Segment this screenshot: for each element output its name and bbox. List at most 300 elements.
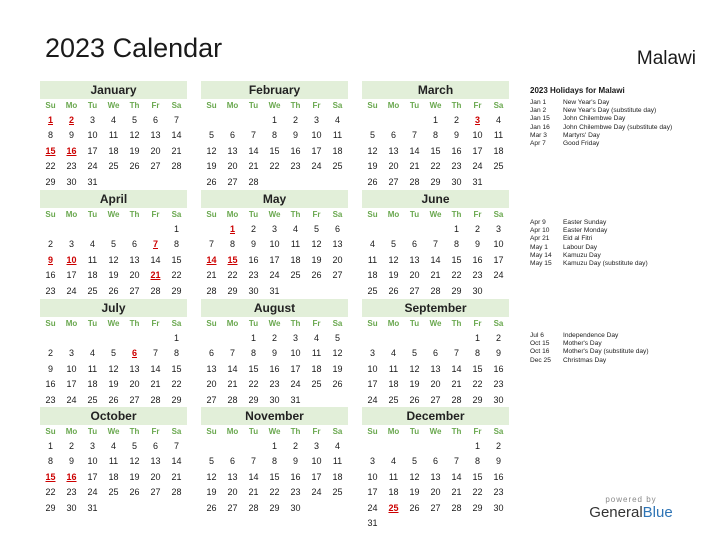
empty-cell [124, 222, 145, 237]
holiday-name: New Year's Day [563, 99, 610, 106]
day-cell: 26 [367, 176, 378, 187]
day-cell: 27 [129, 285, 140, 296]
empty-cell [425, 222, 446, 237]
day-cell: 6 [432, 456, 438, 467]
weekday-label: Su [206, 101, 217, 110]
weekday-label: Fr [312, 319, 321, 328]
day-cell: 2 [292, 441, 298, 451]
day-cell: 2 [495, 333, 501, 343]
month-september [362, 299, 509, 408]
empty-cell [404, 113, 425, 128]
day-cell: 14 [409, 145, 420, 156]
holiday-date: Jan 1 [530, 99, 547, 106]
day-cell: 15 [171, 363, 182, 374]
day-cell: 28 [206, 285, 217, 296]
weekday-label: Sa [332, 319, 343, 328]
day-cell: 3 [369, 456, 375, 467]
holiday-name: Easter Sunday [563, 219, 607, 226]
day-cell: 13 [206, 363, 217, 374]
day-cell: 18 [87, 379, 98, 390]
day-cell: 9 [68, 130, 74, 141]
day-cell: 23 [451, 161, 462, 172]
day-cell: 5 [369, 130, 375, 141]
weekday-label: Th [290, 427, 301, 436]
weekday-label: Mo [226, 210, 239, 219]
month-grid [40, 99, 187, 190]
day-cell: 5 [411, 456, 417, 467]
day-cell: 6 [411, 239, 417, 250]
day-cell: 26 [129, 487, 140, 498]
weekday-label: Mo [387, 101, 400, 110]
day-cell: 27 [430, 394, 441, 405]
month-header: June [362, 190, 509, 208]
day-cell: 20 [430, 487, 441, 498]
weekday-label: Tu [409, 319, 420, 328]
weekday-label: We [268, 319, 281, 328]
brand-name [588, 504, 674, 521]
day-cell: 23 [472, 270, 483, 281]
day-cell: 3 [89, 441, 95, 451]
day-cell: 13 [227, 471, 238, 482]
day-cell: 3 [313, 441, 319, 451]
day-cell: 12 [206, 145, 217, 156]
day-cell: 17 [290, 363, 301, 374]
day-cell: 11 [311, 348, 322, 359]
empty-cell [425, 439, 446, 454]
day-cell: 5 [334, 333, 340, 343]
holiday-date: Apr 10 [530, 227, 550, 235]
day-cell: 30 [269, 394, 280, 405]
day-cell: 11 [388, 471, 399, 482]
empty-cell [383, 113, 404, 128]
day-cell: 1 [47, 441, 53, 451]
month-december [362, 407, 509, 531]
day-cell: 27 [227, 502, 238, 513]
day-cell: 4 [390, 348, 396, 359]
weekday-label: We [107, 319, 120, 328]
day-cell: 17 [66, 270, 77, 281]
day-cell: 11 [87, 254, 98, 265]
day-cell: 19 [311, 254, 322, 265]
day-cell: 3 [313, 115, 319, 125]
day-cell: 8 [474, 456, 480, 467]
day-cell: 7 [250, 130, 256, 141]
weekday-label: Tu [87, 427, 98, 436]
day-cell: 29 [430, 176, 441, 187]
day-cell: 19 [108, 379, 119, 390]
day-cell: 16 [451, 145, 462, 156]
day-cell: 12 [129, 130, 140, 141]
day-cell: 14 [248, 145, 259, 156]
brand-name-general: General [589, 504, 643, 521]
day-cell: 13 [227, 145, 238, 156]
holiday-name: Eid al Fitri [563, 235, 593, 243]
day-cell: 14 [451, 363, 462, 374]
day-cell: 29 [248, 394, 259, 405]
day-cell: 31 [367, 517, 378, 528]
day-cell: 5 [131, 115, 137, 125]
day-cell: 30 [248, 285, 259, 296]
holiday-name: Martyrs' Day [563, 131, 600, 139]
day-cell: 12 [409, 471, 420, 482]
brand-name-blue: Blue [642, 504, 673, 521]
empty-cell [201, 222, 222, 237]
empty-cell [145, 331, 166, 346]
day-cell: 10 [311, 456, 322, 467]
day-cell: 19 [206, 487, 217, 498]
day-cell: 30 [290, 502, 301, 513]
weekday-label: Fr [151, 101, 160, 110]
day-cell: 24 [311, 487, 322, 498]
holiday-list [530, 332, 705, 365]
day-cell: 24 [269, 270, 280, 281]
day-cell: 17 [87, 145, 98, 156]
day-cell: 14 [227, 363, 238, 374]
day-cell: 25 [108, 161, 119, 172]
weekday-label: Tu [87, 210, 98, 219]
day-cell: 4 [292, 224, 298, 234]
weekday-label: Mo [387, 319, 400, 328]
day-cell: 30 [493, 394, 504, 405]
day-cell: 3 [68, 239, 74, 250]
day-cell: 20 [332, 254, 343, 265]
day-cell: 4 [110, 441, 116, 451]
day-cell: 7 [173, 115, 179, 125]
day-cell: 9 [271, 348, 277, 359]
month-grid [201, 99, 348, 190]
day-cell: 21 [171, 471, 182, 482]
weekday-label: Mo [226, 319, 239, 328]
day-cell: 30 [66, 502, 77, 513]
weekday-label: Tu [87, 319, 98, 328]
day-cell: 5 [110, 239, 116, 250]
day-cell: 2 [474, 224, 480, 234]
day-cell: 3 [68, 348, 74, 359]
day-cell: 23 [290, 487, 301, 498]
day-cell: 15 [451, 254, 462, 265]
day-cell: 3 [369, 348, 375, 359]
empty-cell [383, 331, 404, 346]
empty-cell [103, 222, 124, 237]
weekday-label: Sa [332, 427, 343, 436]
holiday-day-cell: 15 [227, 254, 238, 265]
day-cell: 18 [87, 270, 98, 281]
day-cell: 16 [248, 254, 259, 265]
day-cell: 16 [493, 471, 504, 482]
day-cell: 2 [68, 441, 74, 451]
day-cell: 15 [269, 145, 280, 156]
day-cell: 24 [66, 394, 77, 405]
day-cell: 27 [332, 270, 343, 281]
holiday-day-cell: 16 [66, 471, 77, 482]
weekday-label: Tu [409, 427, 420, 436]
weekday-label: Tu [409, 101, 420, 110]
month-may [201, 190, 348, 299]
month-january [40, 81, 187, 190]
weekday-label: Mo [65, 101, 78, 110]
day-cell: 1 [271, 115, 277, 125]
empty-cell [425, 331, 446, 346]
day-cell: 3 [495, 224, 501, 234]
weekday-label: Tu [248, 319, 259, 328]
weekday-label: Fr [473, 101, 482, 110]
day-cell: 1 [453, 224, 459, 234]
day-cell: 16 [45, 379, 56, 390]
day-cell: 6 [390, 130, 396, 141]
empty-cell [404, 222, 425, 237]
holiday-day-cell: 3 [474, 115, 480, 125]
day-cell: 8 [453, 239, 459, 250]
day-cell: 2 [495, 441, 501, 451]
empty-cell [222, 439, 243, 454]
day-cell: 13 [332, 239, 343, 250]
day-cell: 22 [171, 270, 182, 281]
holiday-date: Mar 3 [530, 131, 547, 139]
day-cell: 30 [451, 176, 462, 187]
weekday-label: Su [45, 319, 56, 328]
day-cell: 28 [248, 502, 259, 513]
day-cell: 23 [269, 379, 280, 390]
weekday-label: We [107, 427, 120, 436]
day-cell: 20 [388, 161, 399, 172]
holiday-list [530, 99, 705, 148]
day-cell: 4 [334, 115, 340, 125]
day-cell: 25 [87, 285, 98, 296]
day-cell: 2 [271, 333, 277, 343]
weekday-label: Fr [312, 101, 321, 110]
day-cell: 16 [290, 145, 301, 156]
weekday-label: Tu [248, 427, 259, 436]
empty-cell [82, 331, 103, 346]
day-cell: 23 [66, 487, 77, 498]
holiday-row [530, 140, 705, 148]
empty-cell [103, 331, 124, 346]
day-cell: 22 [472, 379, 483, 390]
holiday-date: May 14 [530, 251, 552, 259]
month-grid [201, 425, 348, 516]
month-header: March [362, 81, 509, 99]
empty-cell [201, 331, 222, 346]
weekday-label: Fr [151, 319, 160, 328]
day-cell: 24 [87, 487, 98, 498]
day-cell: 31 [472, 176, 483, 187]
holiday-day-cell: 6 [131, 348, 137, 359]
day-cell: 14 [150, 363, 161, 374]
day-cell: 5 [208, 456, 214, 467]
day-cell: 15 [269, 471, 280, 482]
day-cell: 10 [66, 363, 77, 374]
day-cell: 23 [248, 270, 259, 281]
holiday-name: Independence Day [563, 332, 619, 339]
day-cell: 18 [290, 254, 301, 265]
month-grid [201, 208, 348, 299]
brand-logo[interactable] [588, 495, 674, 521]
weekday-label: Th [451, 101, 462, 110]
day-cell: 24 [367, 502, 378, 513]
day-cell: 19 [367, 161, 378, 172]
day-cell: 21 [248, 487, 259, 498]
day-cell: 7 [453, 456, 459, 467]
day-cell: 12 [129, 456, 140, 467]
weekday-label: Fr [473, 210, 482, 219]
weekday-label: Fr [473, 427, 482, 436]
day-cell: 24 [87, 161, 98, 172]
day-cell: 23 [45, 285, 56, 296]
day-cell: 4 [369, 239, 375, 250]
month-grid [40, 425, 187, 516]
holiday-name: Mother's Day [563, 340, 602, 348]
day-cell: 31 [269, 285, 280, 296]
day-cell: 17 [66, 379, 77, 390]
holiday-name: Easter Monday [563, 227, 608, 235]
empty-cell [145, 222, 166, 237]
day-cell: 19 [388, 270, 399, 281]
month-header: July [40, 299, 187, 317]
holiday-row [530, 99, 705, 107]
day-cell: 25 [332, 161, 343, 172]
day-cell: 15 [472, 471, 483, 482]
empty-cell [82, 222, 103, 237]
month-header: April [40, 190, 187, 208]
holiday-day-cell: 14 [206, 254, 217, 265]
month-header: November [201, 407, 348, 425]
country-label: Malawi [636, 48, 696, 69]
day-cell: 23 [493, 379, 504, 390]
day-cell: 9 [474, 239, 480, 250]
day-cell: 18 [388, 379, 399, 390]
weekday-label: Fr [312, 427, 321, 436]
month-august [201, 299, 348, 408]
day-cell: 24 [311, 161, 322, 172]
day-cell: 30 [66, 176, 77, 187]
weekday-label: Sa [493, 210, 504, 219]
day-cell: 4 [89, 348, 95, 359]
day-cell: 22 [269, 487, 280, 498]
empty-cell [222, 113, 243, 128]
day-cell: 21 [430, 270, 441, 281]
day-cell: 4 [89, 239, 95, 250]
day-cell: 25 [493, 161, 504, 172]
day-cell: 12 [332, 348, 343, 359]
weekday-label: Th [451, 319, 462, 328]
day-cell: 6 [208, 348, 214, 359]
day-cell: 6 [229, 456, 235, 467]
holiday-name: Labour Day [563, 243, 598, 251]
day-cell: 12 [108, 254, 119, 265]
month-header: May [201, 190, 348, 208]
empty-cell [404, 331, 425, 346]
day-cell: 7 [229, 348, 235, 359]
holiday-row [530, 132, 705, 140]
month-grid [201, 317, 348, 408]
holiday-day-cell: 16 [66, 145, 77, 156]
holiday-day-cell: 9 [47, 254, 53, 265]
day-cell: 27 [129, 394, 140, 405]
powered-by-label: powered by [605, 495, 657, 504]
day-cell: 7 [208, 239, 214, 250]
day-cell: 7 [152, 348, 158, 359]
day-cell: 12 [367, 145, 378, 156]
day-cell: 20 [150, 471, 161, 482]
weekday-label: Tu [409, 210, 420, 219]
day-cell: 20 [206, 379, 217, 390]
empty-cell [404, 439, 425, 454]
day-cell: 21 [248, 161, 259, 172]
day-cell: 10 [290, 348, 301, 359]
weekday-label: Fr [151, 427, 160, 436]
weekday-label: We [429, 101, 442, 110]
day-cell: 25 [290, 270, 301, 281]
weekday-label: Fr [151, 210, 160, 219]
empty-cell [362, 222, 383, 237]
weekday-label: Tu [248, 210, 259, 219]
holiday-date: May 15 [530, 260, 552, 268]
empty-cell [61, 331, 82, 346]
day-cell: 18 [367, 270, 378, 281]
day-cell: 5 [110, 348, 116, 359]
weekday-label: Th [129, 427, 140, 436]
day-cell: 22 [45, 487, 56, 498]
day-cell: 26 [108, 285, 119, 296]
month-header: February [201, 81, 348, 99]
holiday-row [530, 357, 705, 365]
day-cell: 10 [472, 130, 483, 141]
day-cell: 18 [388, 487, 399, 498]
holiday-day-cell: 7 [152, 239, 158, 250]
month-march [362, 81, 509, 190]
holiday-row [530, 340, 705, 348]
day-cell: 20 [227, 161, 238, 172]
day-cell: 2 [453, 115, 459, 125]
day-cell: 1 [173, 333, 179, 343]
day-cell: 26 [206, 176, 217, 187]
weekday-label: Mo [387, 427, 400, 436]
weekday-label: Th [451, 210, 462, 219]
day-cell: 6 [152, 441, 158, 451]
day-cell: 11 [290, 239, 301, 250]
holiday-day-cell: 10 [66, 254, 77, 265]
month-grid [362, 99, 509, 190]
weekday-label: We [107, 101, 120, 110]
holiday-date: Oct 15 [530, 340, 550, 348]
day-cell: 20 [430, 379, 441, 390]
day-cell: 27 [150, 161, 161, 172]
day-cell: 19 [409, 379, 420, 390]
weekday-label: Fr [312, 210, 321, 219]
weekday-label: Mo [65, 319, 78, 328]
empty-cell [446, 439, 467, 454]
holiday-date: Jul 6 [530, 332, 544, 339]
weekday-label: Th [129, 101, 140, 110]
day-cell: 18 [493, 145, 504, 156]
holiday-name: Kamuzu Day [563, 251, 601, 259]
holiday-name: Kamuzu Day (substitute day) [563, 260, 648, 268]
day-cell: 13 [430, 471, 441, 482]
day-cell: 31 [290, 394, 301, 405]
day-cell: 5 [131, 441, 137, 451]
day-cell: 29 [171, 285, 182, 296]
holiday-day-cell: 2 [68, 115, 74, 125]
day-cell: 21 [171, 145, 182, 156]
month-grid [362, 208, 509, 299]
day-cell: 27 [409, 285, 420, 296]
weekday-label: Sa [171, 427, 182, 436]
day-cell: 13 [129, 254, 140, 265]
day-cell: 2 [250, 224, 256, 234]
day-cell: 14 [171, 456, 182, 467]
day-cell: 16 [269, 363, 280, 374]
day-cell: 16 [290, 471, 301, 482]
